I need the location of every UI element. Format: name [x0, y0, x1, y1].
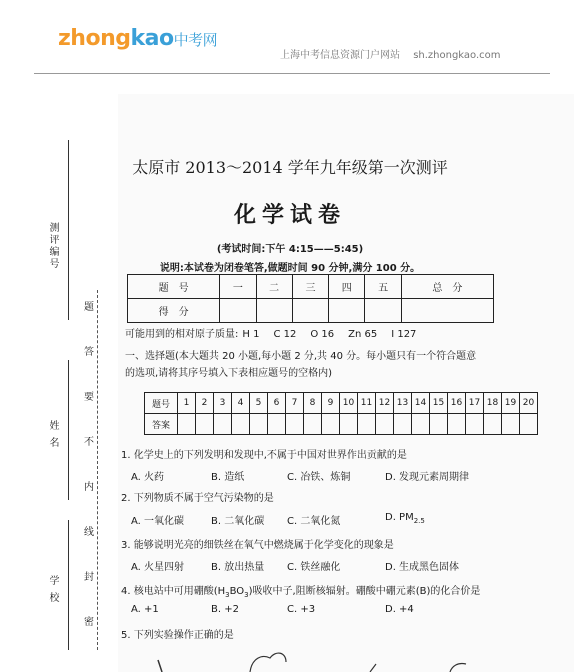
- q2-option-b[interactable]: B. 二氧化碳: [211, 516, 265, 527]
- q2-option-d-text: D. PM: [385, 512, 414, 523]
- q4-option-d[interactable]: D. +4: [385, 604, 414, 615]
- q4-stem-a: 4. 核电站中可用硼酸(H: [121, 586, 226, 597]
- score-cell: 题 号: [128, 275, 220, 299]
- exam-subtitle: 化学试卷: [233, 202, 346, 228]
- atomic-masses: [125, 325, 430, 340]
- mass-item: Zn 65: [348, 329, 378, 340]
- seal-char-mi: 密: [84, 617, 94, 628]
- score-blank[interactable]: [292, 299, 328, 323]
- score-blank[interactable]: [256, 299, 292, 323]
- seal-char-bu: 不: [84, 437, 94, 448]
- q1-option-d[interactable]: D. 发现元素周期律: [385, 472, 470, 483]
- score-header-row: [128, 275, 494, 299]
- q4-sub2: 3: [244, 591, 249, 599]
- answer-number-cell: 19: [502, 393, 520, 414]
- site-caption: [280, 46, 501, 61]
- score-blank[interactable]: [329, 299, 365, 323]
- answer-number-cell: 12: [376, 393, 394, 414]
- score-cell: 一: [220, 275, 256, 299]
- answer-number-cell: 18: [484, 393, 502, 414]
- question-4-stem: [121, 582, 480, 599]
- answer-number-cell: 7: [286, 393, 304, 414]
- site-name: 上海中考信息资源门户网站: [280, 50, 400, 61]
- answer-blank-cell[interactable]: [484, 414, 502, 435]
- score-blank[interactable]: [365, 299, 401, 323]
- seal-char-xian: 线: [84, 527, 94, 538]
- answer-blank-cell[interactable]: [214, 414, 232, 435]
- answer-number-cell: 9: [322, 393, 340, 414]
- school-line: [68, 520, 69, 650]
- mass-item: C 12: [273, 329, 297, 340]
- q2-option-a[interactable]: A. 一氧化碳: [131, 516, 185, 527]
- q4-option-a[interactable]: A. +1: [131, 604, 159, 615]
- score-cell: 总 分: [401, 275, 493, 299]
- score-blank[interactable]: [401, 299, 493, 323]
- answer-blank-cell[interactable]: [502, 414, 520, 435]
- answer-blank-cell[interactable]: [340, 414, 358, 435]
- q4-stem-b: BO: [229, 586, 245, 597]
- score-cell: 四: [329, 275, 365, 299]
- sketch-flask: [450, 663, 466, 672]
- answer-number-cell: 15: [430, 393, 448, 414]
- answer-blank-cell[interactable]: [304, 414, 322, 435]
- seal-char-da: 答: [84, 347, 94, 358]
- answer-blank-cell[interactable]: [322, 414, 340, 435]
- logo-text-zhong: zhong: [58, 26, 131, 51]
- answer-number-cell: 4: [232, 393, 250, 414]
- exam-time: (考试时间:下午 4:15——5:45): [216, 244, 364, 255]
- sketch-stroke: [158, 660, 162, 672]
- ceping-bianhao-label: 测评编号: [47, 222, 58, 270]
- mass-item: I 127: [391, 329, 417, 340]
- answer-blank-cell[interactable]: [232, 414, 250, 435]
- answer-number-cell: 8: [304, 393, 322, 414]
- q3-option-a[interactable]: A. 火星四射: [131, 562, 185, 573]
- seal-char-yao: 要: [84, 392, 94, 403]
- score-cell: 二: [256, 275, 292, 299]
- answer-row-label: 题号: [145, 393, 178, 414]
- answer-blank-cell[interactable]: [466, 414, 484, 435]
- q4-sub1: 3: [225, 591, 230, 599]
- answer-number-cell: 2: [196, 393, 214, 414]
- question-3-stem: 3. 能够说明光亮的细铁丝在氧气中燃烧属于化学变化的现象是: [121, 540, 394, 551]
- answer-number-cell: 10: [340, 393, 358, 414]
- mass-item: O 16: [310, 329, 335, 340]
- question-5-stem: 5. 下列实验操作正确的是: [121, 630, 234, 641]
- q4-option-c[interactable]: C. +3: [287, 604, 316, 615]
- answer-blank-cell[interactable]: [430, 414, 448, 435]
- q4-option-b[interactable]: B. +2: [211, 604, 239, 615]
- answer-blank-cell[interactable]: [412, 414, 430, 435]
- score-cell: 五: [365, 275, 401, 299]
- q1-option-c[interactable]: C. 冶铁、炼铜: [287, 472, 351, 483]
- answer-number-cell: 3: [214, 393, 232, 414]
- answer-blank-cell[interactable]: [178, 414, 196, 435]
- answer-number-cell: 16: [448, 393, 466, 414]
- answer-blank-row: [145, 414, 538, 435]
- score-label: 得 分: [128, 299, 220, 323]
- answer-number-cell: 6: [268, 393, 286, 414]
- answer-blank-cell[interactable]: [376, 414, 394, 435]
- score-value-row: [128, 299, 494, 323]
- score-cell: 三: [292, 275, 328, 299]
- question-2-stem: 2. 下列物质不属于空气污染物的是: [121, 493, 274, 504]
- answer-blank-cell[interactable]: [520, 414, 538, 435]
- answer-number-cell: 17: [466, 393, 484, 414]
- answer-number-row: [145, 393, 538, 414]
- score-table: [127, 274, 494, 323]
- answer-number-cell: 5: [250, 393, 268, 414]
- answer-number-cell: 20: [520, 393, 538, 414]
- answer-blank-cell[interactable]: [448, 414, 466, 435]
- answer-blank-cell[interactable]: [358, 414, 376, 435]
- q2-option-d[interactable]: [385, 512, 425, 525]
- seal-dash-line: [97, 290, 99, 650]
- seal-char-nei: 内: [84, 482, 94, 493]
- section1-intro: 一、选择题(本大题共 20 小题,每小题 2 分,共 40 分。每小题只有一个符合题意的选项,请将其序号填入下表相应题号的空格内): [125, 351, 477, 379]
- sketch-hand: [250, 653, 286, 672]
- q2-option-c[interactable]: C. 二氧化氮: [287, 516, 341, 527]
- q3-option-c[interactable]: C. 铁丝融化: [287, 562, 341, 573]
- answer-number-cell: 14: [412, 393, 430, 414]
- sketch-stroke: [370, 664, 376, 672]
- exam-note: 说明:本试卷为闭卷笔答,做题时间 90 分钟,满分 100 分。: [159, 263, 421, 274]
- answer-row-label: 答案: [145, 414, 178, 435]
- answer-blank-cell[interactable]: [286, 414, 304, 435]
- name-label: 姓 名: [47, 420, 58, 450]
- answer-blank-cell[interactable]: [268, 414, 286, 435]
- q1-option-b[interactable]: B. 造纸: [211, 472, 245, 483]
- answer-number-cell: 1: [178, 393, 196, 414]
- q2-option-d-sub: 2.5: [413, 517, 425, 525]
- zhongkao-logo[interactable]: [58, 26, 217, 51]
- apparatus-sketches: [140, 640, 580, 672]
- q1-option-a[interactable]: A. 火药: [131, 472, 165, 483]
- answer-blank-cell[interactable]: [196, 414, 214, 435]
- header-divider: [34, 73, 550, 74]
- site-url[interactable]: sh.zhongkao.com: [413, 50, 501, 61]
- q3-option-d[interactable]: D. 生成黑色固体: [385, 562, 460, 573]
- seal-char-feng: 封: [84, 572, 94, 583]
- name-line: [68, 360, 69, 500]
- answer-blank-cell[interactable]: [394, 414, 412, 435]
- question-1-stem: 1. 化学史上的下列发明和发现中,不属于中国对世界作出贡献的是: [121, 450, 407, 461]
- q3-option-b[interactable]: B. 放出热量: [211, 562, 265, 573]
- score-blank[interactable]: [220, 299, 256, 323]
- mass-label: 可能用到的相对原子质量:: [125, 329, 239, 340]
- answer-number-cell: 13: [394, 393, 412, 414]
- answer-blank-cell[interactable]: [250, 414, 268, 435]
- q4-stem-c: )吸收中子,阻断核辐射。硼酸中硼元素(B)的化合价是: [248, 586, 481, 597]
- school-label: 学 校: [47, 575, 58, 605]
- mass-item: H 1: [242, 329, 260, 340]
- logo-text-cn: 中考网: [173, 31, 218, 49]
- exam-title: 太原市 2013～2014 学年九年级第一次测评: [132, 158, 448, 177]
- logo-text-kao: kao: [130, 26, 174, 51]
- answer-table: [144, 392, 538, 435]
- seal-char-ti: 题: [84, 302, 94, 313]
- answer-number-cell: 11: [358, 393, 376, 414]
